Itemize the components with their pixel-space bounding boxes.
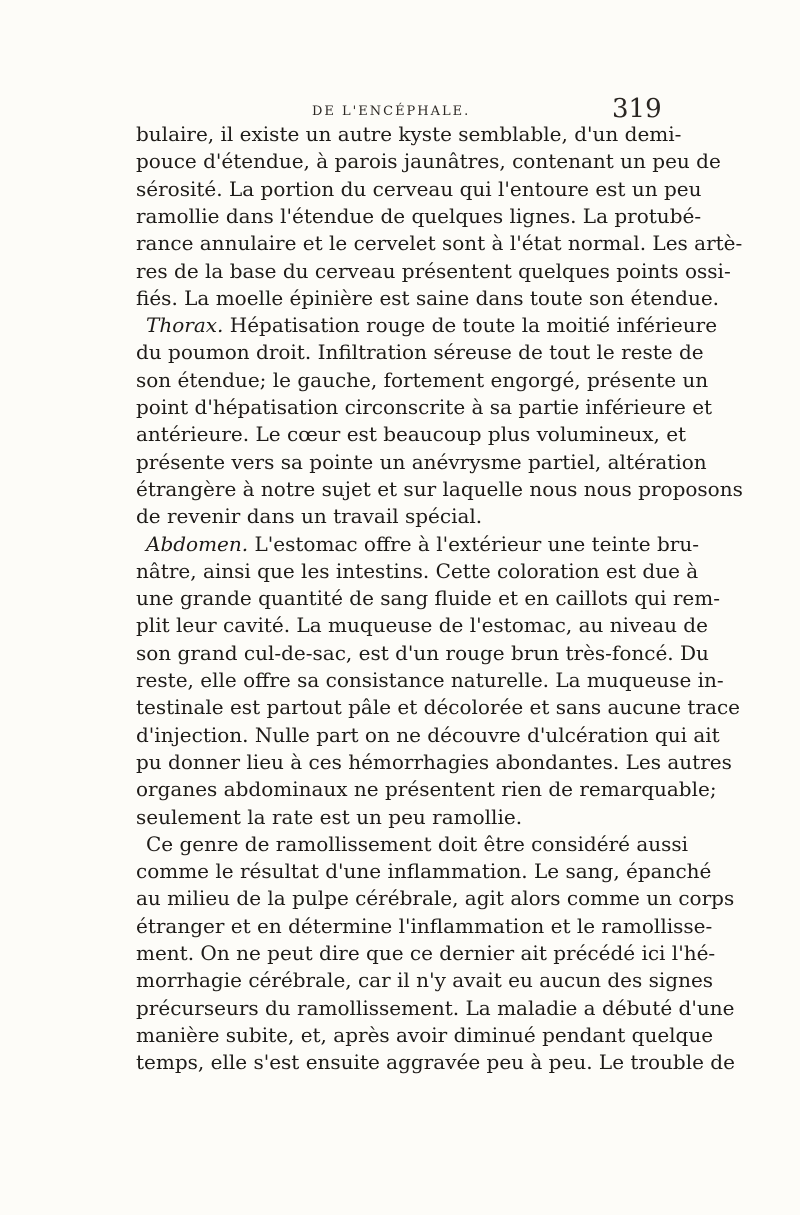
text-line-section-abdomen xyxy=(146,531,699,558)
page-number: 319 xyxy=(612,94,662,124)
section-text: Hépatisation rouge de toute la moitié inférieure xyxy=(223,313,718,338)
text-line: bulaire, il existe un autre kyste semblable, d'un demi- xyxy=(136,122,682,146)
text-line: présente vers sa pointe un anévrysme partiel, altération xyxy=(136,449,707,474)
text-line: temps, elle s'est ensuite aggravée peu à peu. Le trouble de xyxy=(136,1050,735,1075)
text-line: une grande quantité de sang fluide et en caillots qui rem- xyxy=(136,586,720,611)
running-head: DE L'ENCÉPHALE. xyxy=(312,104,471,119)
text-line: testinale est partout pâle et décolorée et sans aucune trace xyxy=(136,695,740,720)
text-line: fiés. La moelle épinière est saine dans toute son étendue. xyxy=(136,285,720,310)
text-line: antérieure. Le cœur est beaucoup plus volumineux, et xyxy=(136,422,687,447)
text-line: rance annulaire et le cervelet sont à l'état normal. Les artè- xyxy=(136,231,743,256)
text-line: seulement la rate est un peu ramollie. xyxy=(136,804,523,829)
text-line: reste, elle offre sa consistance naturelle. La muqueuse in- xyxy=(136,668,724,692)
section-heading-thorax: Thorax. xyxy=(146,313,224,338)
section-text: L'estomac offre à l'extérieur une teinte bru- xyxy=(248,531,699,556)
text-line: du poumon droit. Infiltration séreuse de tout le reste de xyxy=(136,340,704,365)
text-line: ramollie dans l'étendue de quelques lignes. La protubé- xyxy=(136,203,702,228)
text-line: précurseurs du ramollissement. La maladie a débuté d'une xyxy=(136,995,735,1020)
text-line: ment. On ne peut dire que ce dernier ait précédé ici l'hé- xyxy=(136,941,716,965)
text-line: organes abdominaux ne présentent rien de remarquable; xyxy=(136,777,717,802)
text-line: pouce d'étendue, à parois jaunâtres, contenant un peu de xyxy=(136,149,721,174)
text-line: d'injection. Nulle part on ne découvre d'ulcération qui ait xyxy=(136,722,720,747)
text-line: son étendue; le gauche, fortement engorgé, présente un xyxy=(136,367,709,392)
text-line: au milieu de la pulpe cérébrale, agit alors comme un corps xyxy=(136,886,735,911)
text-line: morrhagie cérébrale, car il n'y avait eu aucun des signes xyxy=(136,968,714,993)
text-line: sérosité. La portion du cerveau qui l'entoure est un peu xyxy=(136,176,702,201)
text-line: étranger et en détermine l'inflammation et le ramollisse- xyxy=(136,913,713,938)
text-line-paragraph-start: Ce genre de ramollissement doit être considéré aussi xyxy=(146,831,689,856)
text-line: pu donner lieu à ces hémorrhagies abondantes. Les autres xyxy=(136,749,732,774)
text-line: son grand cul-de-sac, est d'un rouge brun très-foncé. Du xyxy=(136,640,709,665)
text-line: étrangère à notre sujet et sur laquelle nous nous proposons xyxy=(136,476,743,501)
text-line: manière subite, et, après avoir diminué pendant quelque xyxy=(136,1022,714,1047)
text-line: point d'hépatisation circonscrite à sa partie inférieure et xyxy=(136,395,713,419)
text-line-section-thorax xyxy=(146,312,718,339)
text-line: de revenir dans un travail spécial. xyxy=(136,504,483,529)
text-line: comme le résultat d'une inflammation. Le sang, épanché xyxy=(136,859,712,884)
text-line: res de la base du cerveau présentent quelques points ossi- xyxy=(136,258,731,283)
section-heading-abdomen: Abdomen. xyxy=(146,531,249,556)
text-line: plit leur cavité. La muqueuse de l'estomac, au niveau de xyxy=(136,613,708,638)
text-line: nâtre, ainsi que les intestins. Cette coloration est due à xyxy=(136,558,699,583)
